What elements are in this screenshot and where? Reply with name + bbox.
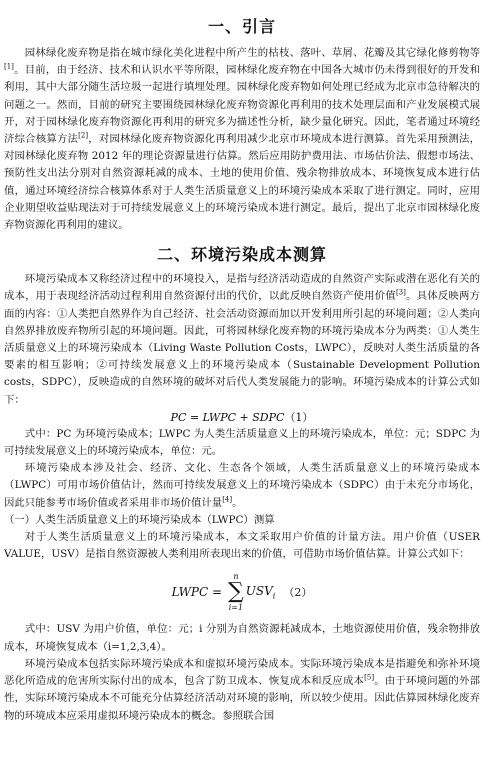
user-value-paragraph: 对于人类生活质量意义上的环境污染成本，本文采取用户价值的计量方法。用户价值（USER VALUE，USV）是指自然资源被人类利用所表现出来的价值，可借助市场价值估算。计算公式如下： — [4, 531, 480, 561]
formula-1-number: （1） — [284, 410, 314, 424]
citation-3: [3] — [395, 288, 406, 297]
cost-definition-paragraph — [4, 271, 480, 409]
formula-2-usv: USV — [245, 584, 273, 599]
valuation-paragraph — [4, 460, 480, 512]
summation-lower-limit: i=1 — [228, 603, 244, 613]
cost-definition-text-a: 环境污染成本又称经济过程中的环境投入，是指与经济活动造成的自然资产实际或潜在恶化有关的成本，用于表现经济活动过程利用自然资源付出的代价，以此反映自然资产使用价值 — [4, 273, 480, 303]
summation-sign: ∑ — [228, 579, 244, 605]
cost-definition-text-b: 。具体反映两方面的内容：①人类把自然界作为自己经济、社会活动资源而加以开发利用所引起的环境问题；②人类向自然界排放废弃物所引起的环境问题。因此，可将园林绿化废弃物的环境污染成本分为两类：①人类生活质量意义上的环境污染成本（Living Waste Pollution Costs，LWPC），反映对人类生活质量的各要素的相互影响；②可持续发展意义上的环境污染成本（Sustainable Development Pollution costs，SDPC），反映造成的自然环境的破坏对后代人类发展能力的影响。环境污染成本的计算公式如下： — [4, 290, 481, 406]
subsection-heading-lwpc: （一）人类生活质量意义上的环境污染成本（LWPC）测算 — [4, 513, 275, 526]
formula-2-subscript: i — [272, 591, 276, 601]
summation-symbol — [228, 572, 244, 612]
intro-text-c: ，对园林绿化废弃物资源化再利用减少北京市环境成本进行测算。首先采用预测法，对园林绿化废弃物 2012 年的理论资源量进行估算。然后应用防护费用法、市场估价法、假想市场法、预防性支出法分别对自然资源耗减的成本、土地的使用价值、残余物排放成本、环境恢复成本进行估值，通过环境经济综合核算体系对于人类生活质量意义上的环境污染成本采取了进行测定。同时，应用企业期望收益贴现法对于可持续发展意义上的环境污染成本进行测定。最后，提出了北京市园林绿化废弃物资源化再利用的建议。 — [4, 133, 481, 232]
formula-1-explanation: 式中：PC 为环境污染成本；LWPC 为人类生活质量意义上的环境污染成本，单位：元；SDPC 为可持续发展意义上的环境污染成本，单位：元。 — [4, 427, 480, 458]
citation-4: [4] — [222, 495, 233, 504]
formula-2-term — [246, 584, 276, 600]
section-heading-introduction: 一、引言 — [207, 17, 276, 36]
citation-1: [1] — [4, 62, 14, 71]
citation-5: [5] — [364, 673, 375, 682]
section-heading-cost-measurement: 二、环境污染成本测算 — [156, 245, 327, 265]
formula-2 — [4, 563, 480, 621]
valuation-text-a: 环境污染成本涉及社会、经济、文化、生态各个领域，人类生活质量意义上的环境污染成本（LWPC）可用市场价值估计，然而可持续发展意义上的环境污染成本（SDPC）由于未充分市场化，因此只能参考市场价值或者采用非市场价值计量 — [4, 462, 480, 509]
formula-2-number: （2） — [283, 586, 313, 600]
intro-paragraph — [4, 45, 480, 234]
intro-text-a: 园林绿化废弃物是指在城市绿化美化进程中所产生的枯枝、落叶、草屑、花瓣及其它绿化修剪物等 — [24, 47, 480, 59]
formula-2-lhs: LWPC = — [171, 585, 223, 600]
formula-1-expression: PC = LWPC + SDPC — [170, 410, 285, 424]
formula-2-explanation: 式中：USV 为用户价值，单位：元；i 分别为自然资源耗减成本，土地资源使用价值，残余物排放成本，环境恢复成本（i=1,2,3,4）。 — [4, 623, 480, 653]
formula-1 — [4, 409, 480, 426]
citation-2: [2] — [78, 131, 89, 140]
cost-types-paragraph — [4, 656, 480, 725]
intro-text-b: 。目前，由于经济、技术和认识水平等所限，园林绿化废弃物在中国各大城市仍未得到很好的开发和利用，其中大部分随生活垃圾一起进行填埋处理。园林绿化废弃物如何处理已经成为北京市急待解决的问题之一。然而，目前的研究主要围绕园林绿化废弃物资源化再利用的技术处理层面和产业发展模式展开，对于园林绿化废弃物资源化再利用的研究多为描述性分析，缺少量化研究。因此，笔者通过环境经济综合核算方法 — [4, 64, 480, 146]
cost-types-text-a: 环境污染成本包括实际环境污染成本和虚拟环境污染成本。实际环境污染成本是指避免和弥补环境恶化所造成的危害所实际付出的成本，包含了防卫成本、恢复成本和反应成本 — [4, 657, 480, 688]
valuation-text-b: 。 — [232, 496, 243, 509]
cost-types-text-b: 。由于环境问题的外部性，实际环境污染成本不可能充分估算经济活动对环境的影响，所以较少使用。因此估算园林绿化废弃物的环境成本应采用虚拟环境污染成本的概念。参照联合国 — [4, 675, 481, 722]
summation-upper-limit: n — [233, 572, 239, 582]
